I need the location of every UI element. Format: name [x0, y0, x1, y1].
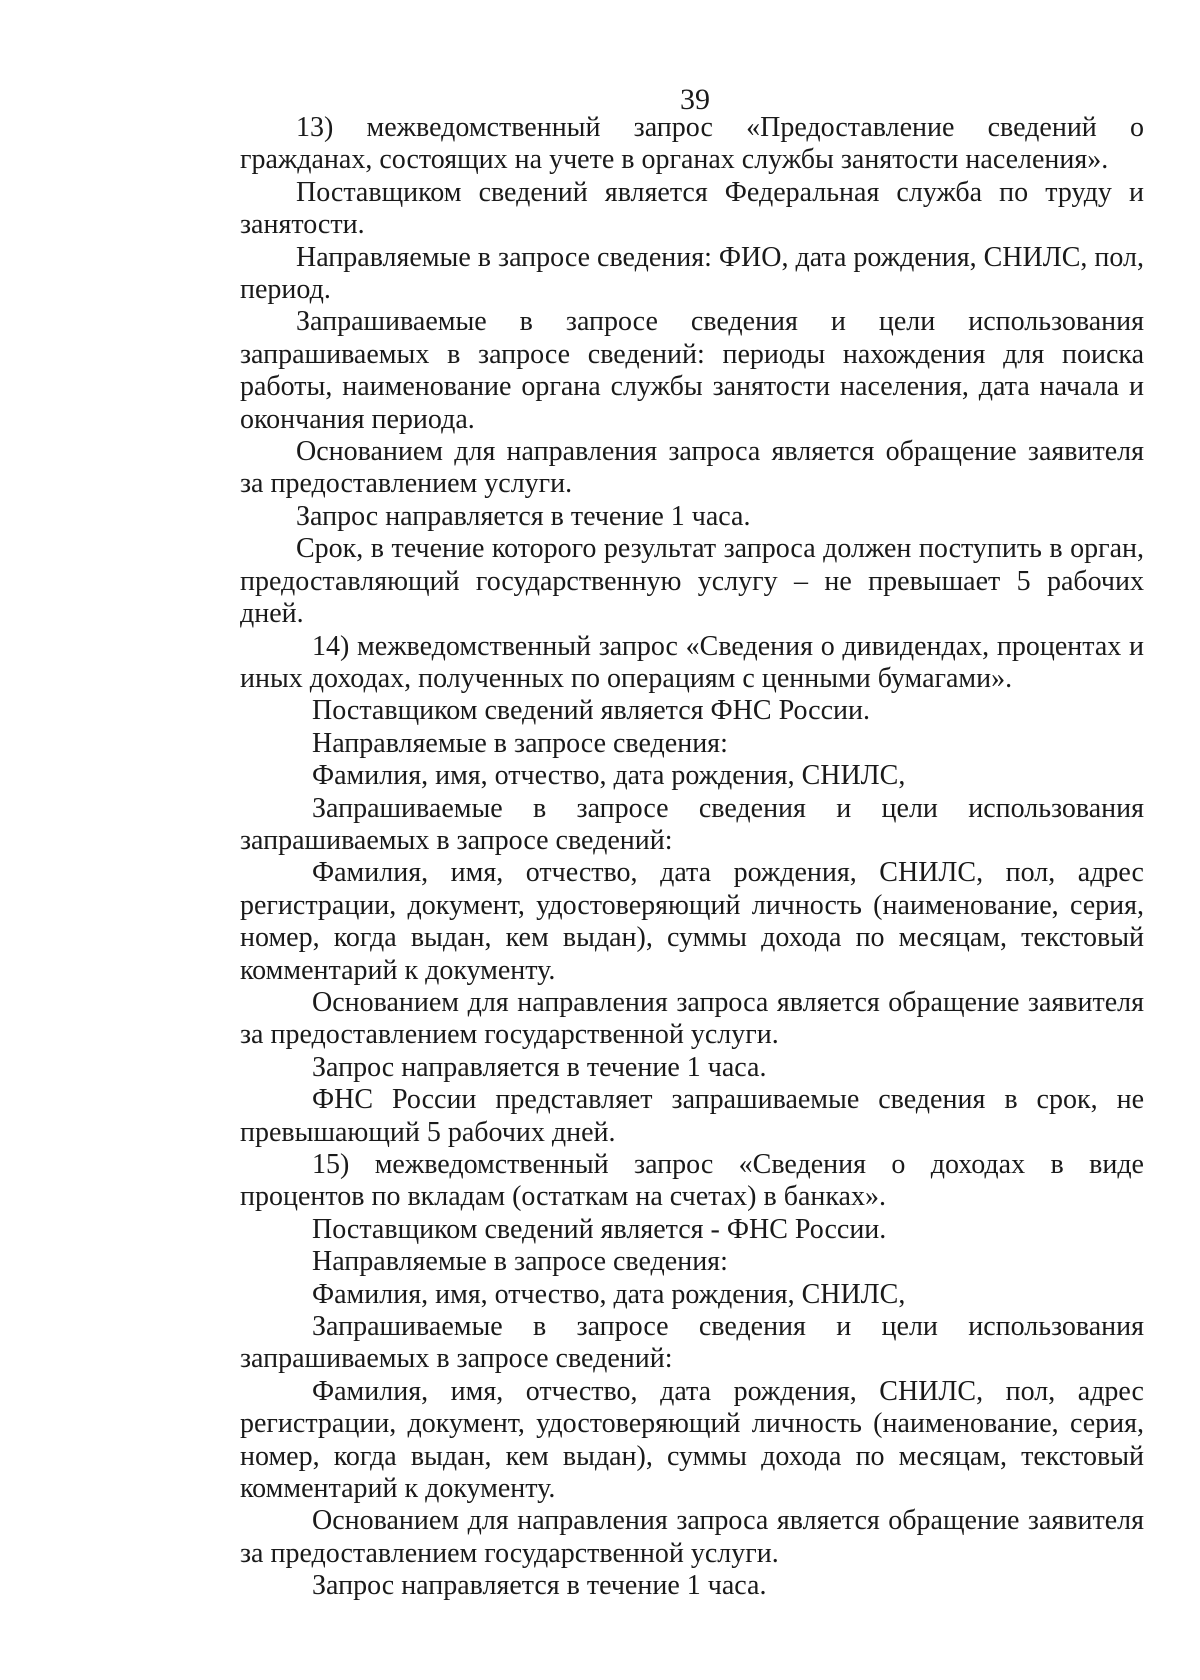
paragraph-p13-requested: Запрашиваемые в запросе сведения и цели использования запрашиваемых в запросе сведений: периоды нахождения для поиска работы, наименование органа службы занятости населения, дата начала и окончания периода.: [240, 306, 1144, 435]
paragraph-p15-requested: Фамилия, имя, отчество, дата рождения, СНИЛС, пол, адрес регистрации, документ, удостоверяющий личность (наименование, серия, номер, когда выдан, кем выдан), суммы дохода по месяцам, текстовый комментарий к документу.: [240, 1375, 1144, 1505]
paragraph-p15-requested-label: Запрашиваемые в запросе сведения и цели использования запрашиваемых в запросе сведений:: [240, 1311, 1144, 1375]
paragraph-p15-sent: Фамилия, имя, отчество, дата рождения, СНИЛС,: [312, 1278, 906, 1310]
paragraph-p15-basis: Основанием для направления запроса является обращение заявителя за предоставлением государственной услуги.: [240, 1505, 1144, 1569]
document-body: [240, 112, 1144, 1603]
paragraph-p15-supplier: Поставщиком сведений является - ФНС России.: [312, 1213, 887, 1245]
paragraph-p15-sent-label: Направляемые в запросе сведения:: [312, 1246, 728, 1278]
paragraph-p14-supplier: Поставщиком сведений является ФНС России.: [312, 695, 870, 727]
paragraph-p13-term: Срок, в течение которого результат запроса должен поступить в орган, предоставляющий государственную услугу – не превышает 5 рабочих дней.: [240, 533, 1144, 630]
paragraph-p14-sent: Фамилия, имя, отчество, дата рождения, СНИЛС,: [312, 760, 906, 792]
paragraph-p15-title: 15) межведомственный запрос «Сведения о доходах в виде процентов по вкладам (остаткам на счетах) в банках».: [240, 1149, 1144, 1213]
paragraph-p14-basis: Основанием для направления запроса является обращение заявителя за предоставлением государственной услуги.: [240, 986, 1144, 1051]
paragraph-p15-time: Запрос направляется в течение 1 часа.: [312, 1570, 767, 1602]
page-number: 39: [680, 83, 710, 116]
paragraph-p13-supplier: Поставщиком сведений является Федеральная служба по труду и занятости.: [240, 176, 1144, 241]
paragraph-p14-title: 14) межведомственный запрос «Сведения о дивидендах, процентах и иных доходах, полученных по операциям с ценными бумагами».: [240, 630, 1144, 694]
paragraph-p14-time: Запрос направляется в течение 1 часа.: [312, 1051, 767, 1083]
paragraph-p13-title: 13) межведомственный запрос «Предоставление сведений о гражданах, состоящих на учете в органах службы занятости населения».: [240, 112, 1144, 176]
paragraph-p14-term: ФНС России представляет запрашиваемые сведения в срок, не превышающий 5 рабочих дней.: [240, 1084, 1144, 1148]
paragraph-p14-sent-label: Направляемые в запросе сведения:: [312, 727, 728, 759]
paragraph-p14-requested-label: Запрашиваемые в запросе сведения и цели использования запрашиваемых в запросе сведений:: [240, 792, 1144, 856]
paragraph-p13-sent: Направляемые в запросе сведения: ФИО, дата рождения, СНИЛС, пол, период.: [240, 241, 1144, 306]
paragraph-p13-time: Запрос направляется в течение 1 часа.: [296, 500, 751, 532]
paragraph-p13-basis: Основанием для направления запроса является обращение заявителя за предоставлением услуги.: [240, 436, 1144, 500]
paragraph-p14-requested: Фамилия, имя, отчество, дата рождения, СНИЛС, пол, адрес регистрации, документ, удостоверяющий личность (наименование, серия, номер, когда выдан, кем выдан), суммы дохода по месяцам, текстовый комментарий к документу.: [240, 857, 1144, 986]
